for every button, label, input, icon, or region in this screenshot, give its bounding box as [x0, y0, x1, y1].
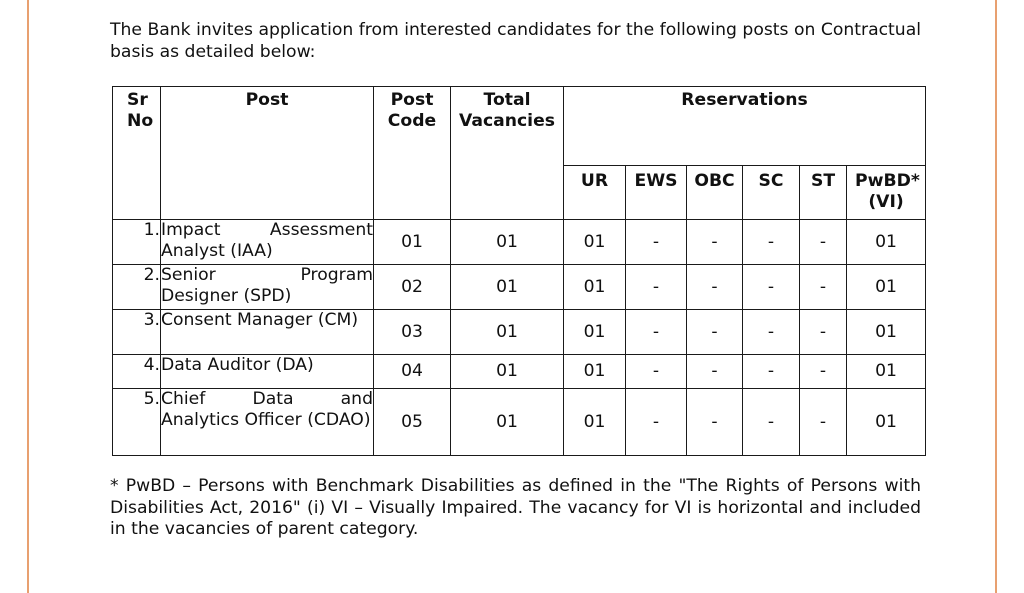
header-sc: SC — [743, 166, 800, 220]
cell-post-text: Data Auditor (DA) — [161, 355, 314, 375]
cell-st: - — [800, 220, 847, 265]
cell-total: 01 — [451, 265, 564, 310]
cell-pwbd: 01 — [847, 265, 926, 310]
cell-post — [161, 389, 374, 456]
header-pwbd: PwBD* (VI) — [847, 166, 926, 220]
cell-obc: - — [687, 220, 743, 265]
table-row — [113, 355, 926, 389]
cell-ews: - — [626, 310, 687, 355]
cell-total: 01 — [451, 310, 564, 355]
cell-ur: 01 — [564, 389, 626, 456]
cell-sr: 3. — [113, 310, 161, 355]
cell-post-code: 02 — [374, 265, 451, 310]
header-st: ST — [800, 166, 847, 220]
cell-obc: - — [687, 355, 743, 389]
cell-sc: - — [743, 389, 800, 456]
cell-sr: 5. — [113, 389, 161, 456]
cell-ews: - — [626, 265, 687, 310]
cell-sr: 1. — [113, 220, 161, 265]
header-row-main — [113, 87, 926, 166]
cell-ews: - — [626, 389, 687, 456]
cell-post-code: 01 — [374, 220, 451, 265]
cell-obc: - — [687, 310, 743, 355]
cell-post-text: Consent Manager (CM) — [161, 310, 359, 330]
cell-sc: - — [743, 265, 800, 310]
page-border-left — [27, 0, 29, 593]
page-border-right — [995, 0, 997, 593]
intro-paragraph: The Bank invites application from interested candidates for the following posts on Contractual basis as detailed below: — [110, 20, 921, 62]
header-ur: UR — [564, 166, 626, 220]
cell-ur: 01 — [564, 220, 626, 265]
header-reservations: Reservations — [564, 87, 926, 166]
cell-pwbd: 01 — [847, 310, 926, 355]
cell-ews: - — [626, 220, 687, 265]
cell-post-text: Senior Program Designer (SPD) — [161, 265, 373, 306]
header-post-code: Post Code — [374, 87, 451, 220]
cell-sc: - — [743, 220, 800, 265]
cell-post-text: Chief Data and Analytics Officer (CDAO) — [161, 389, 373, 430]
cell-post-code: 03 — [374, 310, 451, 355]
cell-total: 01 — [451, 355, 564, 389]
cell-ur: 01 — [564, 355, 626, 389]
cell-ur: 01 — [564, 310, 626, 355]
cell-post-code: 05 — [374, 389, 451, 456]
table-row — [113, 220, 926, 265]
header-post: Post — [161, 87, 374, 220]
cell-obc: - — [687, 389, 743, 456]
header-ews: EWS — [626, 166, 687, 220]
header-sr-no: Sr No — [113, 87, 161, 220]
table-row — [113, 389, 926, 456]
cell-sc: - — [743, 355, 800, 389]
cell-pwbd: 01 — [847, 389, 926, 456]
cell-st: - — [800, 389, 847, 456]
cell-pwbd: 01 — [847, 355, 926, 389]
cell-sr: 2. — [113, 265, 161, 310]
cell-post — [161, 355, 374, 389]
cell-st: - — [800, 265, 847, 310]
cell-total: 01 — [451, 389, 564, 456]
table-row — [113, 310, 926, 355]
footnote: * PwBD – Persons with Benchmark Disabilities as defined in the "The Rights of Persons with Disabilities Act, 2016" (i) VI – Visually Impaired. The vacancy for VI is horizontal and included in the vacancies of parent category. — [110, 476, 921, 539]
cell-post — [161, 310, 374, 355]
cell-post — [161, 265, 374, 310]
cell-ur: 01 — [564, 265, 626, 310]
cell-post-code: 04 — [374, 355, 451, 389]
cell-sr: 4. — [113, 355, 161, 389]
cell-total: 01 — [451, 220, 564, 265]
cell-st: - — [800, 310, 847, 355]
cell-ews: - — [626, 355, 687, 389]
header-total-vacancies: Total Vacancies — [451, 87, 564, 220]
cell-sc: - — [743, 310, 800, 355]
header-obc: OBC — [687, 166, 743, 220]
cell-post-text: Impact Assessment Analyst (IAA) — [161, 220, 373, 261]
cell-pwbd: 01 — [847, 220, 926, 265]
vacancy-table — [112, 86, 926, 456]
cell-obc: - — [687, 265, 743, 310]
cell-post — [161, 220, 374, 265]
cell-st: - — [800, 355, 847, 389]
table-row — [113, 265, 926, 310]
